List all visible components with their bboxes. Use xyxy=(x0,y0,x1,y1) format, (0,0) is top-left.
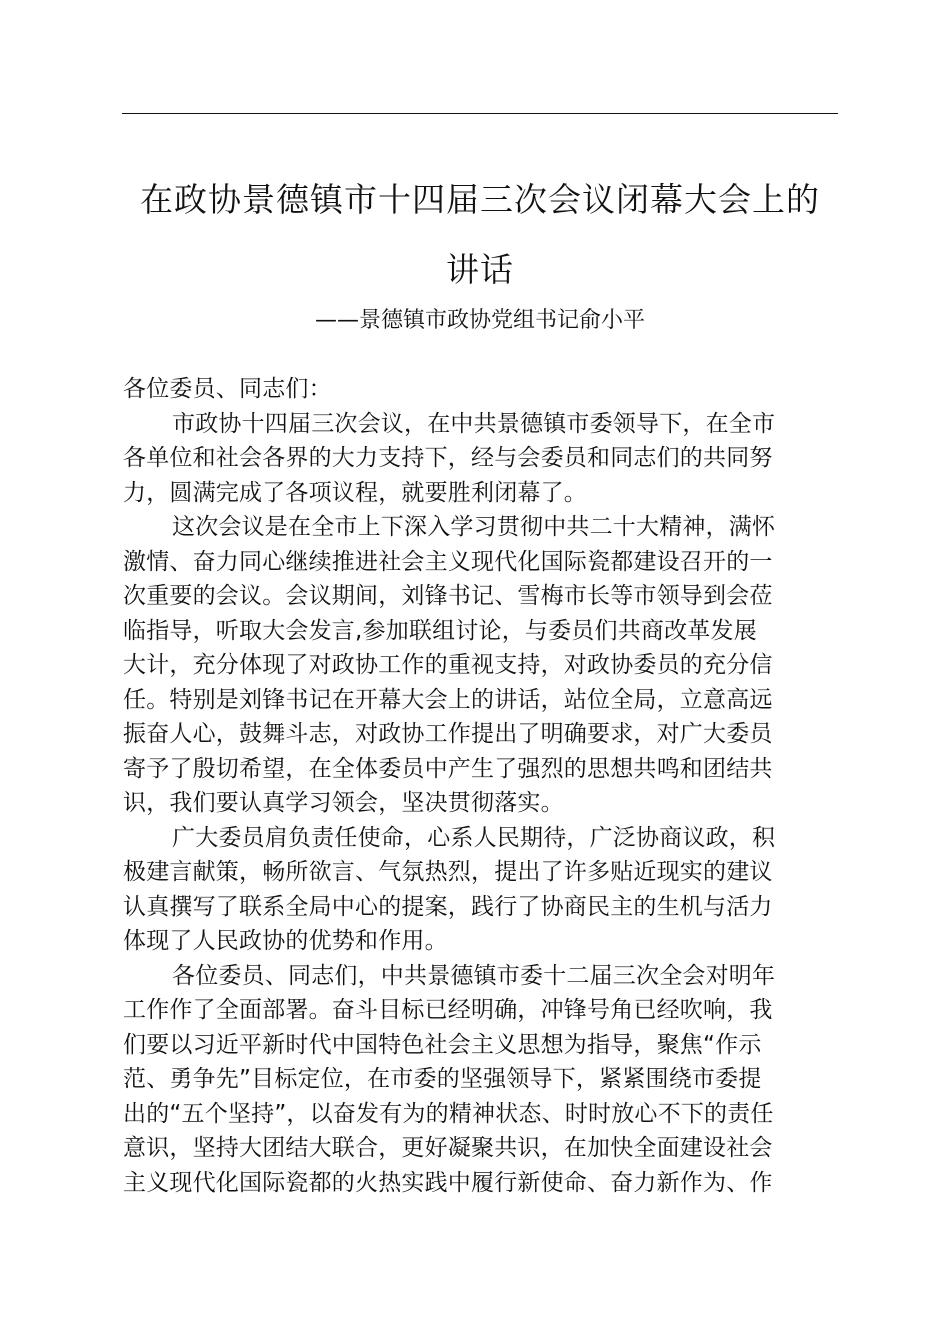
title-line-2: 讲话 xyxy=(446,250,514,289)
paragraph-line: 工作作了全面部署。奋斗目标已经明确，冲锋号角已经吹响，我 xyxy=(123,997,773,1023)
paragraph-line: 广大委员肩负责任使命，心系人民期待，广泛协商议政，积 xyxy=(172,824,776,851)
paragraph-line: 临指导，听取大会发言,参加联组讨论，与委员们共商改革发展 xyxy=(123,617,757,644)
paragraph-line: 识，我们要认真学习领会，坚决贯彻落实。 xyxy=(123,790,564,816)
paragraph-line: 极建言献策，畅所欲言、气氛热烈，提出了许多贴近现实的建议 xyxy=(123,859,773,885)
paragraph-line: 各单位和社会各界的大力支持下，经与会委员和同志们的共同努 xyxy=(123,445,773,471)
paragraph-line: 认真撰写了联系全局中心的提案，践行了协商民主的生机与活力 xyxy=(123,893,773,920)
paragraph-line: 次重要的会议。会议期间，刘锋书记、雪梅市长等市领导到会莅 xyxy=(123,583,773,609)
speech-body xyxy=(123,372,838,1200)
salutation: 各位委员、同志们： xyxy=(123,376,332,402)
paragraph-line: 振奋人心，鼓舞斗志，对政协工作提出了明确要求，对广大委员 xyxy=(123,721,773,747)
paragraph-line: 范、勇争先”目标定位，在市委的坚强领导下，紧紧围绕市委提 xyxy=(123,1066,762,1092)
paragraph-line: 主义现代化国际瓷都的火热实践中履行新使命、奋力新作为、作 xyxy=(123,1169,773,1196)
paragraph-line: 力，圆满完成了各项议程，就要胜利闭幕了。 xyxy=(123,479,587,506)
paragraph-line: 寄予了殷切希望，在全体委员中产生了强烈的思想共鸣和团结共 xyxy=(123,755,773,782)
paragraph-line: 大计，充分体现了对政协工作的重视支持，对政协委员的充分信 xyxy=(123,652,773,678)
paragraph-line: 任。特别是刘锋书记在开幕大会上的讲话，站位全局，立意高远 xyxy=(123,686,773,713)
paragraph-line: 激情、奋力同心继续推进社会主义现代化国际瓷都建设召开的一 xyxy=(123,548,773,575)
paragraph-line: 各位委员、同志们，中共景德镇市委十二届三次全会对明年 xyxy=(172,962,776,989)
header-rule xyxy=(122,113,838,114)
paragraph-line: 出的“五个坚持”，以奋发有为的精神状态、时时放心不下的责任 xyxy=(123,1100,774,1127)
title-line-1: 在政协景德镇市十四届三次会议闭幕大会上的 xyxy=(140,180,820,219)
paragraph-line: 市政协十四届三次会议，在中共景德镇市委领导下，在全市 xyxy=(172,410,776,437)
paragraph-line: 意识，坚持大团结大联合，更好凝聚共识，在加快全面建设社会 xyxy=(123,1135,773,1161)
paragraph-line: 体现了人民政协的优势和作用。 xyxy=(123,928,448,954)
paragraph-line: 们要以习近平新时代中国特色社会主义思想为指导，聚焦“作示 xyxy=(123,1031,762,1058)
speaker-subtitle: ——景德镇市政协党组书记俞小平 xyxy=(314,308,645,333)
paragraph-line: 这次会议是在全市上下深入学习贯彻中共二十大精神，满怀 xyxy=(172,514,776,540)
